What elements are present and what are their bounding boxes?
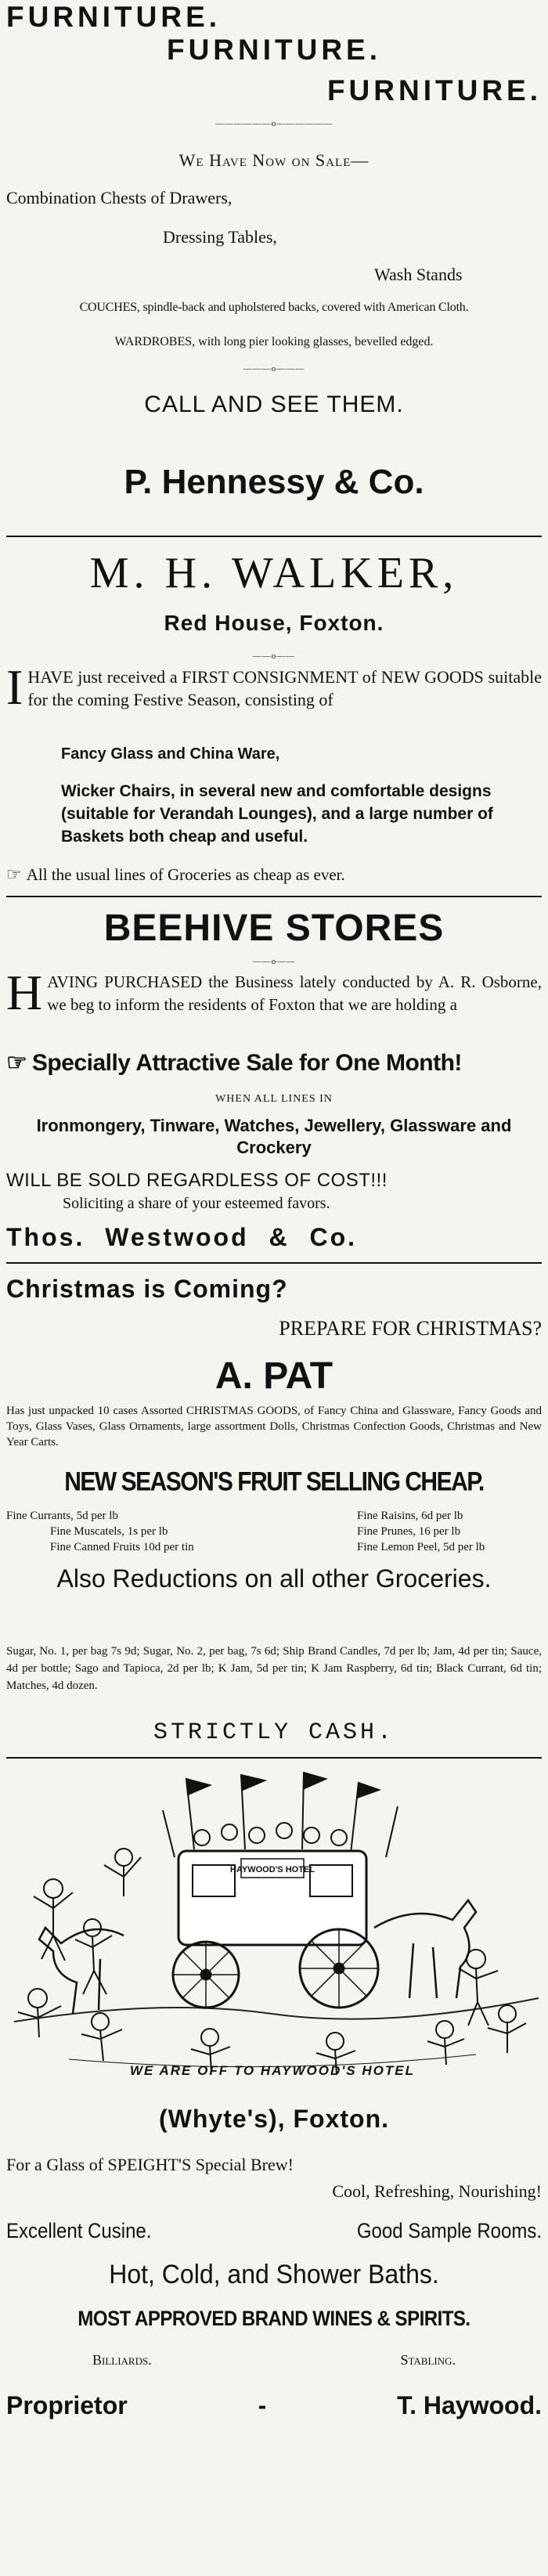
pat-reductions: Also Reductions on all other Groceries.	[56, 1564, 492, 1593]
furniture-item-dressing-tables: Dressing Tables,	[163, 227, 277, 247]
pat-prepare: PREPARE FOR CHRISTMAS?	[279, 1317, 542, 1340]
haywood-proprietor-row	[6, 2391, 542, 2420]
ornament-divider: ——o——	[252, 957, 296, 966]
pat-fruit-lemon-peel: Fine Lemon Peel, 5d per lb	[357, 1541, 485, 1553]
walker-intro-text: HAVE just received a FIRST CONSIGNMENT of NEW GOODS suitable for the coming Festive Season, consisting of	[27, 667, 542, 709]
beehive-lines: Ironmongery, Tinware, Watches, Jewellery, Glassware and Crockery	[36, 1116, 512, 1157]
pat-strictly-cash: STRICTLY CASH.	[153, 1719, 395, 1746]
pat-unpacked: Has just unpacked 10 cases Assorted CHRISTMAS GOODS, of Fancy China and Glassware, Fancy Goods and Toys, Glass Vases, Glass Ornaments, large assortment Dolls, Christmas Confection Goods, Christmas and New Year Carts.	[6, 1405, 542, 1449]
haywood-baths: Hot, Cold, and Shower Baths.	[109, 2258, 439, 2289]
walker-drop-cap: I	[6, 659, 23, 715]
ornament-divider: ——————o——————	[215, 119, 333, 128]
beehive-intro	[6, 965, 542, 1020]
walker-groceries	[6, 864, 542, 885]
pat-christmas: Christmas is Coming?	[6, 1275, 288, 1303]
haywood-proprietor-label: Proprietor	[6, 2391, 128, 2419]
beehive-intro-text: AVING PURCHASED the Business lately conducted by A. R. Osborne, we beg to inform the residents of Foxton that we are holding a	[47, 972, 542, 1014]
haywood-cuisine: Excellent Cusine.	[6, 2219, 152, 2243]
haywood-glass: For a Glass of SPEIGHT'S Special Brew!	[6, 2155, 294, 2174]
pointing-hand-icon: ☞	[6, 1050, 27, 1076]
furniture-heading-2: FURNITURE.	[166, 34, 382, 66]
beehive-special-text: Specially Attractive Sale for One Month!	[31, 1050, 462, 1076]
haywood-services-row	[6, 2352, 542, 2369]
walker-intro	[6, 659, 542, 715]
walker-fancy-glass: Fancy Glass and China Ware,	[61, 745, 280, 763]
pat-fruit-muscatels: Fine Muscatels, 1s per lb	[50, 1525, 168, 1538]
pat-name: A. PAT	[215, 1355, 333, 1397]
section-rule	[6, 536, 542, 537]
beehive-soliciting: Soliciting a share of your esteemed favors.	[63, 1195, 330, 1212]
furniture-wardrobes: WARDROBES, with long pier looking glasses, bevelled edged.	[114, 335, 434, 348]
roof-passengers	[194, 1823, 351, 1851]
stagecoach-illustration	[6, 1763, 542, 2084]
furniture-item-wash-stands: Wash Stands	[374, 265, 463, 284]
furniture-firm-name: P. Hennessy & Co.	[124, 463, 424, 501]
pat-fruit-prices	[6, 1508, 542, 1555]
walker-wicker	[61, 780, 542, 848]
pat-fruit-heading: NEW SEASON'S FRUIT SELLING CHEAP.	[64, 1467, 484, 1497]
pat-fruit-raisins: Fine Raisins, 6d per lb	[357, 1510, 463, 1522]
walker-wicker-text: Wicker Chairs, in several new and comfortable designs (suitable for Verandah Lounges), and a large number of Baskets both cheap and useful.	[61, 782, 493, 846]
furniture-heading-1: FURNITURE.	[6, 1, 222, 33]
walker-place: Red House, Foxton.	[164, 611, 384, 635]
haywood-dash: -	[258, 2391, 267, 2419]
furniture-couches: COUCHES, spindle-back and upholstered backs, covered with American Cloth.	[79, 301, 469, 314]
pat-fruit-row	[6, 1539, 542, 1555]
haywood-title: (Whyte's), Foxton.	[158, 2105, 390, 2133]
pat-fruit-currants: Fine Currants, 5d per lb	[6, 1510, 118, 1522]
beehive-title: BEEHIVE STORES	[103, 907, 445, 949]
beehive-firm: Thos. Westwood & Co.	[6, 1223, 358, 1251]
ornament-divider: ———o———	[243, 364, 305, 373]
section-rule	[6, 1262, 542, 1264]
haywood-billiards: Billiards.	[92, 2352, 152, 2368]
walker-name: M. H. WALKER,	[89, 549, 459, 597]
walker-groceries-text: All the usual lines of Groceries as cheap as ever.	[26, 865, 345, 884]
banner-text: WE ARE OFF TO HAYWOOD'S HOTEL	[130, 2063, 415, 2078]
pat-fruit-prunes: Fine Prunes, 16 per lb	[357, 1525, 461, 1538]
pat-sugar-prices: Sugar, No. 1, per bag 7s 9d; Sugar, No. 2, per bag, 7s 6d; Ship Brand Candles, 7d per lb; Jam, 4d per tin; Sauce, 4d per bottle; Sago and Tapioca, 2d per lb; K Jam, 5d per tin; K Jam Raspberry, 6d tin; Black Currant, 6d tin; Matches, 4d dozen.	[6, 1645, 542, 1692]
beehive-special-sale	[6, 1049, 542, 1077]
haywood-stabling: Stabling.	[400, 2352, 456, 2368]
beehive-drop-cap: H	[6, 965, 43, 1020]
ornament-divider: ——o——	[252, 651, 296, 661]
furniture-heading-3: FURNITURE.	[326, 74, 542, 106]
pat-fruit-canned: Fine Canned Fruits 10d per tin	[50, 1541, 194, 1553]
furniture-sale-intro: We Have Now on Sale—	[178, 150, 370, 170]
furniture-item-chests: Combination Chests of Drawers,	[6, 188, 233, 207]
haywood-wines: MOST APPROVED BRAND WINES & SPIRITS.	[78, 2307, 470, 2331]
section-rule	[6, 896, 542, 897]
pointing-hand-icon: ☞	[6, 864, 22, 884]
coach-sign-text: HAYWOOD'S HOTEL	[230, 1865, 315, 1874]
stagecoach-drawing	[6, 1763, 542, 2084]
pat-fruit-row	[6, 1508, 542, 1524]
beehive-sold: WILL BE SOLD REGARDLESS OF COST!!!	[6, 1170, 388, 1191]
beehive-when: WHEN ALL LINES IN	[215, 1093, 333, 1105]
haywood-cool: Cool, Refreshing, Nourishing!	[332, 2181, 542, 2201]
furniture-call-to-action: CALL AND SEE THEM.	[144, 391, 404, 417]
haywood-sample-rooms: Good Sample Rooms.	[356, 2219, 542, 2243]
pat-fruit-row	[6, 1524, 542, 1539]
haywood-owner: T. Haywood.	[397, 2391, 542, 2419]
haywood-amenities-row	[6, 2219, 542, 2243]
section-rule	[6, 1757, 542, 1759]
